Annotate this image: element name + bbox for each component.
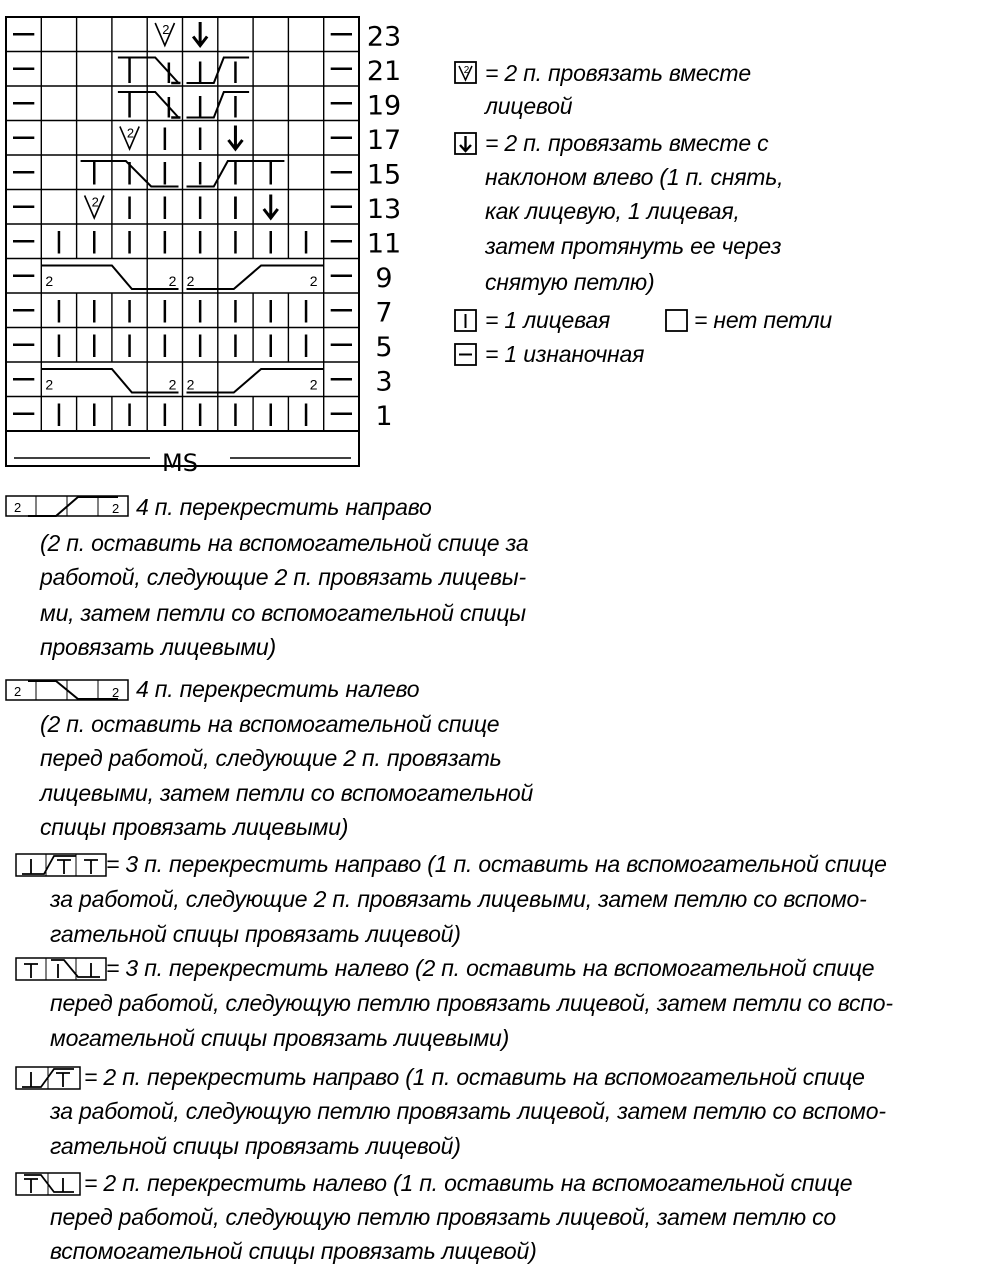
- row-number: 3: [375, 366, 393, 398]
- row-number: 17: [366, 125, 402, 156]
- cable-c3b-text: [49, 851, 887, 947]
- cable-c4f-symbol: [41, 369, 178, 393]
- svg-text:2: 2: [14, 684, 22, 699]
- row-numbers: [367, 22, 401, 433]
- svg-text:провязать лицевыми): провязать лицевыми): [40, 634, 276, 660]
- cable-numeral-left: 2: [45, 273, 54, 289]
- svg-text:перед работой, следующую петлю: перед работой, следующую петлю провязать лицевой, затем петлю со: [50, 1204, 837, 1230]
- legend-knit-icon: [455, 310, 476, 331]
- row-number: 13: [366, 194, 402, 225]
- cable-c2b-text: [49, 1064, 886, 1159]
- row-number: 1: [375, 401, 393, 432]
- row-number: 5: [375, 332, 393, 363]
- svg-text:2: 2: [14, 500, 22, 515]
- row-number: 23: [366, 21, 402, 53]
- legend-purl-icon: [455, 344, 476, 365]
- row-number: 15: [366, 159, 402, 191]
- cable-c3b-icon: [16, 854, 106, 876]
- svg-text:= 3 п. перекрестить налево (2: = 3 п. перекрестить налево (2 п. оставить на вспомогательной спице: [106, 955, 875, 981]
- cable-c4b-symbol: [187, 266, 324, 290]
- legend-ssk-icon: [455, 133, 476, 154]
- cable-c4b-symbol: [187, 369, 324, 393]
- chart-footer-ms: MS: [162, 449, 198, 477]
- cable-c4f-icon: [6, 680, 128, 700]
- cable-numeral-right: 2: [309, 273, 318, 289]
- k2tog-numeral: 2: [162, 22, 170, 37]
- svg-text:= 2 п. провязать вместе: = 2 п. провязать вместе: [485, 60, 751, 86]
- cable-c3f-icon: [16, 958, 106, 980]
- k2tog-numeral: 2: [126, 125, 135, 141]
- row-number: 21: [366, 56, 402, 87]
- legend-knit: = 1 лицевая: [485, 307, 611, 333]
- legend-no-stitch: = нет петли: [694, 307, 832, 333]
- svg-text:= 2 п. перекрестить направо (1: = 2 п. перекрестить направо (1 п. оставить на вспомогательной спице: [84, 1064, 865, 1090]
- svg-text:4 п. перекрестить направо: 4 п. перекрестить направо: [136, 494, 432, 520]
- svg-text:= 2 п. провязать вместе с: = 2 п. провязать вместе с: [485, 130, 769, 156]
- svg-text:= 2 п. перекрестить налево (1: = 2 п. перекрестить налево (1 п. оставить на вспомогательной спице: [84, 1170, 853, 1196]
- svg-text:(2 п. оставить на вспомогатель: (2 п. оставить на вспомогательной спице за: [40, 530, 529, 556]
- cable-c3f-text: [50, 955, 893, 1051]
- legend-ssk: [484, 130, 783, 295]
- k2tog-symbol: [85, 195, 104, 219]
- row-number: 7: [375, 297, 393, 329]
- k2tog-symbol: [120, 126, 139, 150]
- svg-text:затем протянуть ее через: затем протянуть ее через: [485, 233, 782, 259]
- legend-k2tog: [483, 60, 751, 119]
- svg-text:за работой, следующую петлю пр: за работой, следующую петлю провязать лицевой, затем петлю со вспомо-: [50, 1098, 886, 1124]
- k2tog-symbol: [155, 22, 174, 46]
- cable-numeral-mid-right: 2: [186, 273, 195, 289]
- svg-text:перед работой, следующие 2 п.: перед работой, следующие 2 п. провязать: [40, 745, 502, 771]
- cable-numeral-mid-right: 2: [186, 376, 195, 393]
- ssk-symbol: [228, 126, 242, 150]
- svg-text:лицевой: лицевой: [485, 93, 573, 119]
- svg-text:гательной спицы провязать лице: гательной спицы провязать лицевой): [50, 1133, 461, 1159]
- ssk-symbol: [193, 22, 207, 46]
- svg-text:снятую петлю): снятую петлю): [485, 269, 655, 295]
- svg-text:4 п. перекрестить налево: 4 п. перекрестить налево: [136, 676, 420, 702]
- cable-numeral-mid-left: 2: [168, 273, 177, 289]
- cable-c2f-text: [50, 1170, 852, 1264]
- row-number: 9: [375, 263, 393, 294]
- svg-text:= 3 п. перекрестить направо (1: = 3 п. перекрестить направо (1 п. оставить на вспомогательной спице: [106, 851, 887, 877]
- legend-no-stitch-icon: [666, 310, 687, 331]
- svg-text:перед работой, следующую петлю: перед работой, следующую петлю провязать лицевой, затем петли со вспо-: [50, 990, 893, 1016]
- k2tog-numeral: 2: [91, 194, 99, 210]
- svg-text:вспомогательной спицы провязат: вспомогательной спицы провязать лицевой): [50, 1238, 537, 1264]
- svg-text:наклоном влево (1 п. снять,: наклоном влево (1 п. снять,: [485, 164, 784, 190]
- svg-text:2: 2: [463, 65, 470, 76]
- cable-c2f-icon: [16, 1173, 80, 1195]
- svg-text:могательной спицы провязать ли: могательной спицы провязать лицевыми): [50, 1025, 510, 1051]
- cable-numeral-right: 2: [309, 376, 318, 393]
- svg-text:(2 п. оставить на вспомогатель: (2 п. оставить на вспомогательной спице: [40, 711, 500, 737]
- cable-numeral-mid-left: 2: [168, 376, 177, 393]
- svg-text:гательной спицы провязать лице: гательной спицы провязать лицевой): [50, 921, 461, 947]
- svg-text:спицы провязать лицевыми): спицы провязать лицевыми): [40, 814, 349, 840]
- row-number: 19: [366, 90, 402, 122]
- cable-c4f-symbol: [41, 266, 178, 290]
- svg-text:2: 2: [112, 501, 120, 516]
- svg-text:2: 2: [112, 685, 120, 700]
- svg-text:работой, следующие 2 п. провяз: работой, следующие 2 п. провязать лицевы-: [40, 564, 526, 590]
- svg-text:ми, затем петли со вспомогател: ми, затем петли со вспомогательной спицы: [40, 600, 526, 626]
- legend-k2tog-icon: [455, 62, 476, 83]
- legend-purl: = 1 изнаночная: [485, 341, 645, 367]
- cable-c4b-text: [39, 494, 528, 660]
- svg-text:как лицевую, 1 лицевая,: как лицевую, 1 лицевая,: [485, 198, 740, 224]
- cable-c2b-icon: [16, 1067, 80, 1089]
- ssk-symbol: [264, 195, 278, 219]
- cable-numeral-left: 2: [45, 376, 54, 393]
- svg-text:за работой, следующие 2 п. про: за работой, следующие 2 п. провязать лицевыми, затем петлю со вспомо-: [50, 886, 867, 912]
- svg-text:лицевыми, затем петли со вспом: лицевыми, затем петли со вспомогательной: [40, 780, 534, 806]
- cable-c4b-icon: [6, 496, 128, 516]
- row-number: 11: [366, 228, 402, 260]
